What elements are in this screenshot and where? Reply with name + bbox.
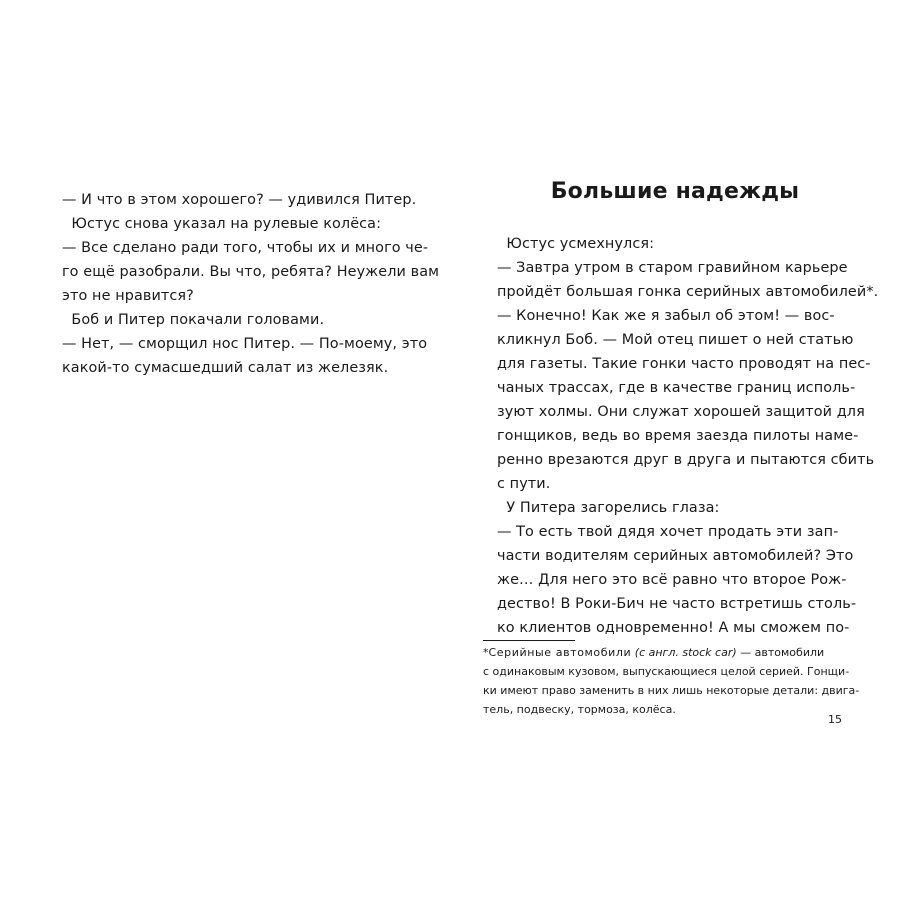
text-line: чаных трассах, где в качестве границ исполь- xyxy=(497,380,856,396)
footnote-divider xyxy=(483,640,575,641)
text-line: ко клиентов одновременно! А мы сможем по- xyxy=(497,620,850,636)
text-line: У Питера загорелись глаза: xyxy=(497,500,720,516)
left-page-text xyxy=(62,188,440,380)
footnote-term: Серийные автомобили xyxy=(488,646,632,659)
text-line: — Нет, — сморщил нос Питер. — По-моему, это xyxy=(62,336,428,352)
text-line: — Конечно! Как же я забыл об этом! — вос- xyxy=(497,308,835,324)
footnote-definition-start: — автомобили xyxy=(736,646,825,659)
right-page-text xyxy=(497,232,879,640)
text-line: это не нравится? xyxy=(62,288,194,304)
text-line: Юстус снова указал на рулевые колёса: xyxy=(62,216,382,232)
footnote-line: ки имеют право заменить в них лишь некоторые детали: двига- xyxy=(483,684,860,697)
page-number: 15 xyxy=(828,713,842,726)
right-page xyxy=(450,0,900,900)
text-line: го ещё разобрали. Вы что, ребята? Неужели вам xyxy=(62,264,440,280)
footnote xyxy=(483,643,860,719)
footnote-line: тель, подвеску, тормоза, колёса. xyxy=(483,703,676,716)
text-line: какой-то сумасшедший салат из железяк. xyxy=(62,360,389,376)
text-line: части водителям серийных автомобилей? Это xyxy=(497,548,854,564)
text-line: — Завтра утром в старом гравийном карьере xyxy=(497,260,848,276)
text-line: кликнул Боб. — Мой отец пишет о ней статью xyxy=(497,332,854,348)
footnote-translation: (с англ. stock car) xyxy=(634,646,737,659)
chapter-title: Большие надежды xyxy=(550,179,800,204)
text-line: — И что в этом хорошего? — удивился Питер. xyxy=(62,192,417,208)
text-line: зуют холмы. Они служат хорошей защитой для xyxy=(497,404,865,420)
text-line: дество! В Роки-Бич не часто встретишь столь- xyxy=(497,596,857,612)
text-line: — Все сделано ради того, чтобы их и много че- xyxy=(62,240,429,256)
text-line: гонщиков, ведь во время заезда пилоты наме- xyxy=(497,428,859,444)
text-line: же… Для него это всё равно что второе Рож- xyxy=(497,572,847,588)
text-line: пройдёт большая гонка серийных автомобилей*. xyxy=(497,284,879,300)
text-line: Юстус усмехнулся: xyxy=(497,236,655,252)
footnote-line xyxy=(483,643,843,662)
footnote-line: с одинаковым кузовом, выпускающиеся целой серией. Гонщи- xyxy=(483,665,850,678)
text-line: с пути. xyxy=(497,476,551,492)
text-line: ренно врезаются друг в друга и пытаются сбить xyxy=(497,452,875,468)
text-line: для газеты. Такие гонки часто проводят на пес- xyxy=(497,356,871,372)
text-line: — То есть твой дядя хочет продать эти зап- xyxy=(497,524,839,540)
footnote-marker: * xyxy=(483,646,489,659)
text-line: Боб и Питер покачали головами. xyxy=(62,312,325,328)
